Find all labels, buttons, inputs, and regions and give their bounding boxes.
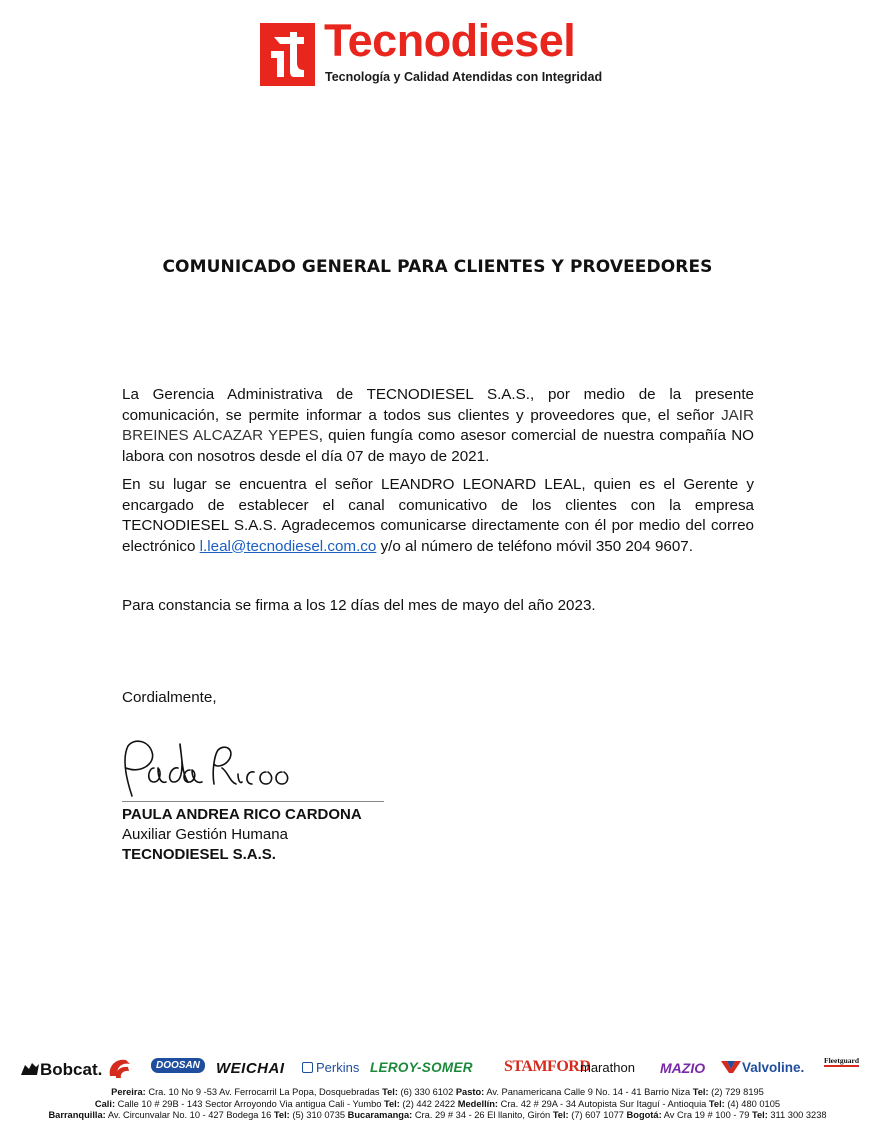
logo-mark-icon [260,23,315,86]
address-bucaramanga: Cra. 29 # 34 - 26 El llanito, Girón [412,1110,553,1120]
tel-label: Tel: [273,1110,290,1120]
paragraph-2-text-b: y/o al número de teléfono móvil 350 204 9607. [376,537,693,555]
brand-leroy-somer: LEROY-SOMER [370,1060,473,1075]
address-pasto: Av. Panamericana Calle 9 No. 14 - 41 Barrio Niza [484,1087,693,1097]
city-bucaramanga: Bucaramanga: [347,1110,413,1120]
city-bogota: Bogotá: [626,1110,662,1120]
paragraph-1-text-b: , quien fungía como asesor comercial de nuestra compañía NO labora con nosotros desde el día 07 de mayo de 2021. [122,427,754,465]
bobcat-logo [20,1060,102,1080]
tel-label: Tel: [384,1098,400,1109]
footer-addresses [0,1087,875,1122]
tel-label: Tel: [552,1110,569,1120]
city-barranquilla: Barranquilla: [48,1110,106,1120]
address-bogota: Av Cra 19 # 100 - 79 [661,1110,752,1120]
brand-valvoline: Valvoline. [742,1060,805,1075]
contact-email-link[interactable]: l.leal@tecnodiesel.com.co [199,537,377,555]
paragraph-announcement [122,385,754,467]
address-medellin: Cra. 42 # 29A - 34 Autopista Sur Itaguí - Antioquia [498,1098,709,1109]
brand-fleetguard: Fleetguard [824,1056,859,1065]
paragraph-attestation: Para constancia se firma a los 12 días del mes de mayo del año 2023. [122,597,596,614]
brand-stamford: STAMFORD [504,1058,591,1075]
signer-block [122,805,362,865]
address-line-3 [0,1110,875,1122]
perkins-logo [302,1060,359,1075]
phone-bogota: 311 300 3238 [767,1110,827,1120]
brand-tagline: Tecnología y Calidad Atendidas con Integridad [325,70,603,84]
perkins-icon [302,1062,313,1073]
phone-cali: (2) 442 2422 [399,1098,458,1109]
brand-bobcat: Bobcat. [40,1060,103,1079]
phone-bucaramanga: (7) 607 1077 [568,1110,627,1120]
signer-name: PAULA ANDREA RICO CARDONA [122,806,362,823]
phone-medellin: (4) 480 0105 [724,1098,781,1109]
signature-image [118,738,293,802]
brand-doosan: DOOSAN [151,1058,205,1073]
paragraph-2-text-a: En su lugar se encuentra el señor LEANDRO LEONARD LEAL, quien es el Gerente y encargado de establecer el canal comunicativo de los clientes con la empresa TECNODIESEL S.A.S. Agradecemos comunicarse directamente con él por medio del correo electrónico [122,476,754,555]
address-cali: Calle 10 # 29B - 143 Sector Arroyondo Via antigua Cali - Yumbo [115,1098,384,1109]
city-cali: Cali: [94,1098,116,1109]
city-pasto: Pasto: [455,1087,485,1097]
tel-label: Tel: [692,1087,709,1097]
signer-role: Auxiliar Gestión Humana [122,826,288,843]
company-logo [260,15,620,88]
closing-text: Cordialmente, [122,689,217,706]
signer-company: TECNODIESEL S.A.S. [122,846,276,863]
tel-label: Tel: [751,1110,768,1120]
city-pereira: Pereira: [111,1087,146,1097]
paragraph-1-text-a: La Gerencia Administrativa de TECNODIESEL S.A.S., por medio de la presente comunicación, se permite informar a todos sus clientes y proveedores que, el señor [122,386,754,424]
phone-pasto: (2) 729 8195 [708,1087,764,1097]
brand-weichai: WEICHAI [216,1060,285,1077]
paragraph-replacement [122,475,754,557]
address-line-1 [0,1087,875,1099]
document-title: COMUNICADO GENERAL PARA CLIENTES Y PROVEEDORES [162,257,713,277]
phone-pereira: (6) 330 6102 [397,1087,456,1097]
brand-name: Tecnodiesel [324,15,576,66]
address-pereira: Cra. 10 No 9 -53 Av. Ferrocarril La Popa, Dosquebradas [145,1087,383,1097]
cummins-logo [106,1056,132,1087]
tel-label: Tel: [708,1098,725,1109]
tel-label: Tel: [382,1087,398,1097]
address-line-2 [0,1099,875,1111]
brand-mazio: MAZIO [660,1060,706,1076]
partner-brands-strip [20,1056,860,1084]
brand-marathon: marathon [580,1060,635,1075]
valvoline-logo [720,1060,804,1075]
address-barranquilla: Av. Circunvalar No. 10 - 427 Bodega 16 [105,1110,274,1120]
phone-barranquilla: (5) 310 0735 [289,1110,348,1120]
brand-perkins: Perkins [316,1060,360,1075]
city-medellin: Medellín: [457,1098,499,1109]
signature-line [122,801,384,802]
former-advisor-name: JAIR BREINES ALCAZAR YEPES [122,406,754,444]
